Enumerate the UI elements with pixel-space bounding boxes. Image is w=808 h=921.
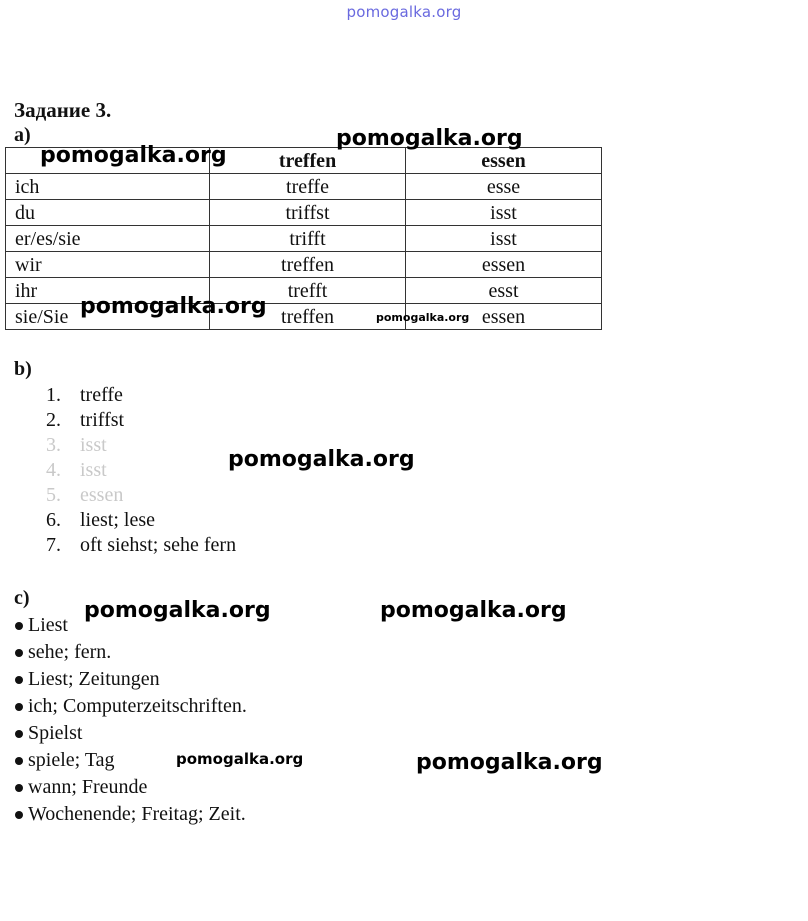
list-item bbox=[14, 639, 247, 666]
table-cell-pronoun: wir bbox=[6, 252, 210, 278]
bullet-icon bbox=[15, 649, 23, 657]
list-item-text: Liest bbox=[28, 614, 68, 636]
list-item-text: wann; Freunde bbox=[28, 776, 148, 798]
list-item bbox=[14, 693, 247, 720]
bullet-icon bbox=[15, 784, 23, 792]
table-cell-essen: isst bbox=[406, 200, 602, 226]
list-item-text: Spielst bbox=[28, 722, 83, 744]
watermark-text: pomogalka.org bbox=[228, 447, 415, 472]
list-item-text: oft siehst; sehe fern bbox=[80, 534, 237, 556]
section-c-list bbox=[14, 612, 247, 828]
table-cell-pronoun: ihr bbox=[6, 278, 210, 304]
list-item bbox=[46, 408, 236, 433]
watermark-text: pomogalka.org bbox=[380, 598, 567, 623]
table-cell-treffen: treffen bbox=[210, 252, 406, 278]
list-item-text: essen bbox=[80, 484, 124, 506]
task-heading: Задание 3. bbox=[14, 98, 112, 122]
table-cell-treffen: trifft bbox=[210, 226, 406, 252]
table-cell-essen: esst bbox=[406, 278, 602, 304]
list-item-text: isst bbox=[80, 434, 107, 456]
list-item bbox=[46, 383, 236, 408]
list-item-number: 6. bbox=[46, 509, 61, 531]
list-item-text: liest; lese bbox=[80, 509, 155, 531]
bullet-icon bbox=[15, 676, 23, 684]
list-item-number: 2. bbox=[46, 409, 61, 431]
section-c-label: c) bbox=[14, 587, 30, 609]
list-item-text: triffst bbox=[80, 409, 125, 431]
list-item bbox=[46, 433, 236, 458]
watermark-text: pomogalka.org bbox=[40, 143, 227, 168]
table-cell-treffen: trefft bbox=[210, 278, 406, 304]
table-row bbox=[6, 174, 602, 200]
section-a-label: a) bbox=[14, 124, 31, 146]
table-cell-pronoun: du bbox=[6, 200, 210, 226]
list-item-text: ich; Computerzeitschriften. bbox=[28, 695, 247, 717]
bullet-icon bbox=[15, 703, 23, 711]
watermark-text: pomogalka.org bbox=[176, 750, 304, 768]
list-item-text: sehe; fern. bbox=[28, 641, 112, 663]
watermark-text: pomogalka.org bbox=[416, 750, 603, 775]
table-cell-pronoun: er/es/sie bbox=[6, 226, 210, 252]
table-row bbox=[6, 200, 602, 226]
list-item bbox=[46, 458, 236, 483]
list-item-text: treffe bbox=[80, 384, 123, 406]
list-item-number: 1. bbox=[46, 384, 61, 406]
watermark-text: pomogalka.org bbox=[84, 598, 271, 623]
watermark-text: pomogalka.org bbox=[376, 311, 470, 324]
bullet-icon bbox=[15, 811, 23, 819]
list-item bbox=[14, 666, 247, 693]
section-b-label: b) bbox=[14, 358, 32, 380]
section-b-list bbox=[46, 383, 236, 558]
table-cell-treffen: treffe bbox=[210, 174, 406, 200]
table-cell-treffen: triffst bbox=[210, 200, 406, 226]
list-item-text: isst bbox=[80, 459, 107, 481]
table-header-essen: essen bbox=[406, 148, 602, 174]
table-header-treffen: treffen bbox=[210, 148, 406, 174]
list-item-number: 3. bbox=[46, 434, 61, 456]
watermark-text: pomogalka.org bbox=[336, 126, 523, 151]
table-row bbox=[6, 252, 602, 278]
table-cell-essen: esse bbox=[406, 174, 602, 200]
list-item bbox=[14, 720, 247, 747]
list-item bbox=[46, 483, 236, 508]
table-cell-essen: isst bbox=[406, 226, 602, 252]
table-cell-treffen: treffen bbox=[210, 304, 406, 330]
table-cell-pronoun: sie/Sie bbox=[6, 304, 210, 330]
bullet-icon bbox=[15, 757, 23, 765]
list-item bbox=[46, 508, 236, 533]
table-cell-pronoun: ich bbox=[6, 174, 210, 200]
bullet-icon bbox=[15, 730, 23, 738]
list-item bbox=[14, 801, 247, 828]
list-item bbox=[46, 533, 236, 558]
table-cell-essen: essen bbox=[406, 304, 602, 330]
list-item-text: Wochenende; Freitag; Zeit. bbox=[28, 803, 246, 825]
list-item-number: 7. bbox=[46, 534, 61, 556]
top-watermark[interactable]: pomogalka.org bbox=[346, 3, 462, 21]
watermark-text: pomogalka.org bbox=[80, 294, 267, 319]
list-item-text: spiele; Tag bbox=[28, 749, 115, 771]
list-item-text: Liest; Zeitungen bbox=[28, 668, 160, 690]
list-item-number: 4. bbox=[46, 459, 61, 481]
table-row bbox=[6, 226, 602, 252]
table-cell-essen: essen bbox=[406, 252, 602, 278]
bullet-icon bbox=[15, 622, 23, 630]
list-item-number: 5. bbox=[46, 484, 61, 506]
list-item bbox=[14, 774, 247, 801]
